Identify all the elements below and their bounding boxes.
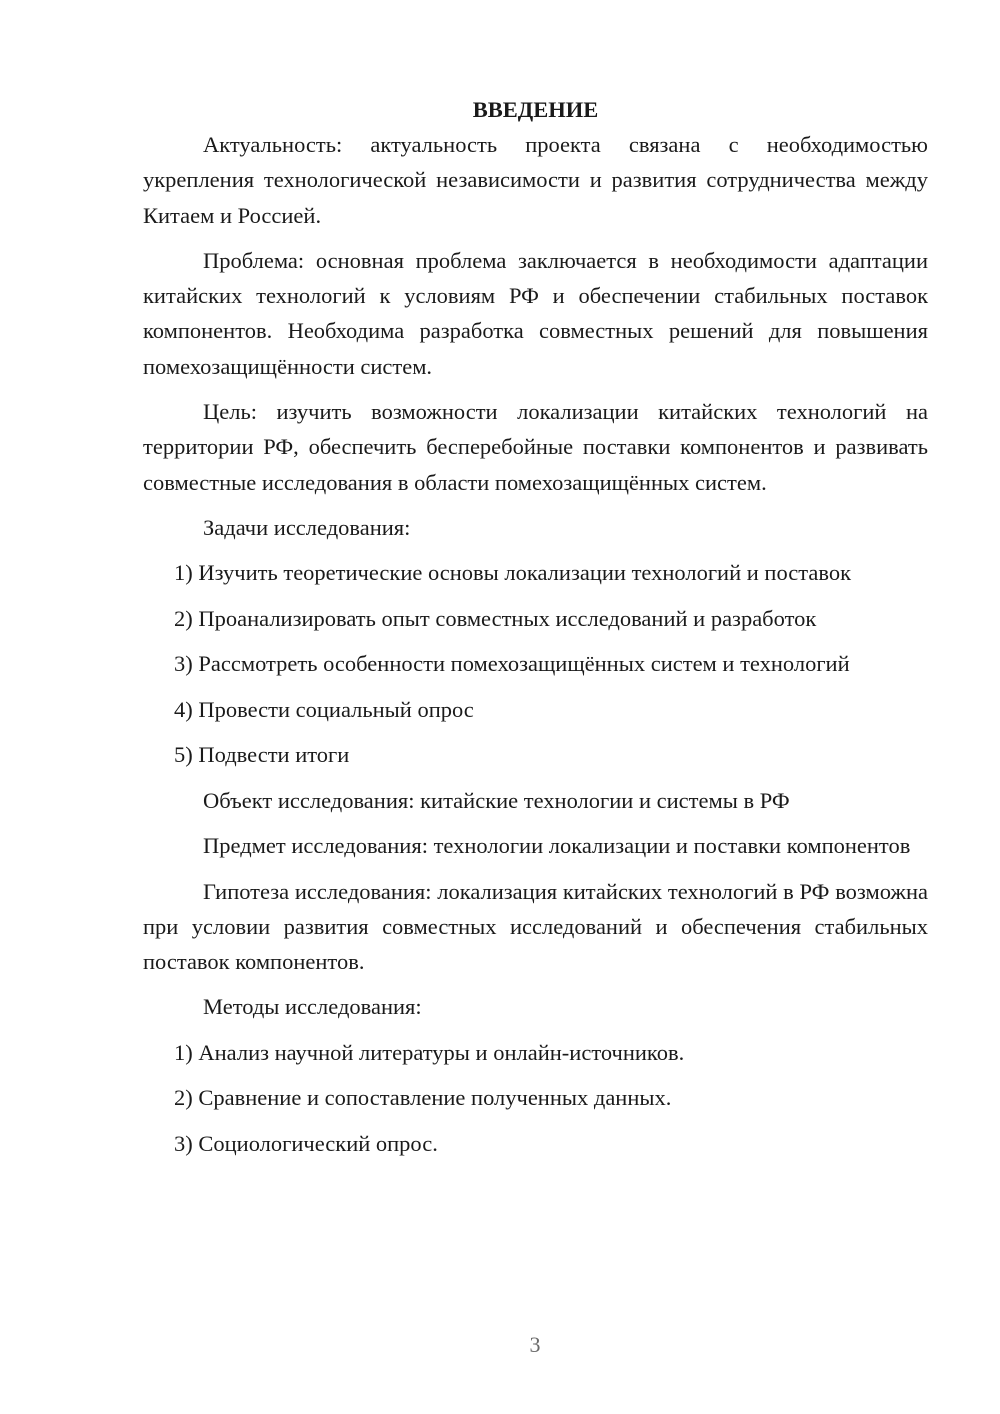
paragraph-problem: Проблема: основная проблема заключается в необходимости адаптации китайских технологий к условиям РФ и обеспечении стабильных поставок компонентов. Необходима разработка совместных решений для повышения помехозащищённости систем. bbox=[143, 247, 928, 379]
list-item: 2) Сравнение и сопоставление полученных данных. bbox=[174, 1085, 672, 1111]
paragraph-hypothesis: Гипотеза исследования: локализация китайских технологий в РФ возможна при условии развития совместных исследований и обеспечения стабильных поставок компонентов. bbox=[143, 878, 928, 975]
list-item: 3) Социологический опрос. bbox=[174, 1130, 438, 1156]
paragraph-goal: Цель: изучить возможности локализации китайских технологий на территории РФ, обеспечить бесперебойные поставки компонентов и развивать совместные исследования в области помехозащищённых систем. bbox=[143, 399, 928, 495]
methods-heading: Методы исследования: bbox=[203, 994, 422, 1020]
list-item: 1) Изучить теоретические основы локализации технологий и поставок bbox=[174, 560, 851, 586]
paragraph-subject: Предмет исследования: технологии локализации и поставки компонентов bbox=[203, 833, 911, 859]
list-item: 5) Подвести итоги bbox=[174, 742, 350, 768]
list-item: 4) Провести социальный опрос bbox=[174, 696, 474, 722]
list-item: 3) Рассмотреть особенности помехозащищённых систем и технологий bbox=[174, 651, 850, 677]
section-heading: ВВЕДЕНИЕ bbox=[472, 97, 599, 122]
document-page bbox=[143, 92, 928, 1171]
methods-list bbox=[143, 1035, 928, 1161]
page-number: 3 bbox=[529, 1332, 541, 1357]
paragraph-object: Объект исследования: китайские технологии и системы в РФ bbox=[203, 787, 790, 813]
list-item: 2) Проанализировать опыт совместных исследований и разработок bbox=[174, 605, 817, 631]
tasks-heading: Задачи исследования: bbox=[203, 514, 411, 540]
list-item: 1) Анализ научной литературы и онлайн-источников. bbox=[174, 1039, 685, 1065]
tasks-list bbox=[143, 555, 928, 772]
paragraph-relevance: Актуальность: актуальность проекта связана с необходимостью укрепления технологической независимости и развития сотрудничества между Китаем и Россией. bbox=[143, 132, 928, 228]
